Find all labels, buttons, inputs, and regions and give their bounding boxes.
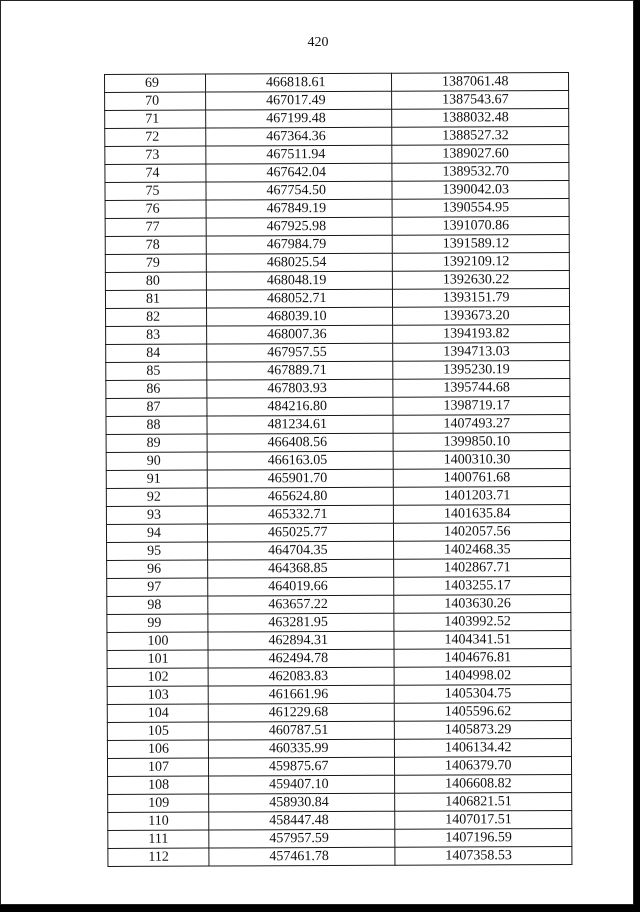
table-row	[106, 504, 570, 524]
x-coordinate-cell: 459407.10	[209, 775, 395, 794]
table-row	[107, 540, 571, 560]
x-coordinate-cell: 467984.79	[206, 235, 392, 254]
x-coordinate-cell: 457957.59	[209, 829, 395, 848]
y-coordinate-cell: 1406134.42	[394, 738, 571, 757]
table-row	[107, 648, 571, 668]
x-coordinate-cell: 466163.05	[207, 451, 393, 470]
table-row	[106, 324, 570, 344]
x-coordinate-cell: 462894.31	[208, 631, 394, 650]
table-row	[106, 378, 570, 398]
point-number-cell: 77	[105, 218, 206, 236]
x-coordinate-cell: 467957.55	[207, 343, 393, 362]
point-number-cell: 112	[108, 848, 209, 866]
y-coordinate-cell: 1406608.82	[395, 774, 572, 793]
table-row	[107, 702, 571, 722]
table-row	[105, 90, 569, 110]
point-number-cell: 101	[107, 650, 208, 668]
x-coordinate-cell: 458930.84	[209, 793, 395, 812]
point-number-cell: 96	[107, 560, 208, 578]
y-coordinate-cell: 1393151.79	[392, 288, 569, 307]
point-number-cell: 74	[105, 164, 206, 182]
table-row	[105, 180, 569, 200]
table-row	[106, 468, 570, 488]
point-number-cell: 80	[105, 272, 206, 290]
point-number-cell: 102	[107, 668, 208, 686]
y-coordinate-cell: 1404676.81	[394, 648, 571, 667]
point-number-cell: 100	[107, 632, 208, 650]
table-row	[105, 198, 569, 218]
point-number-cell: 73	[105, 146, 206, 164]
x-coordinate-cell: 464368.85	[208, 559, 394, 578]
y-coordinate-cell: 1394193.82	[393, 324, 570, 343]
coordinate-table-body	[105, 72, 572, 866]
table-row	[105, 126, 569, 146]
y-coordinate-cell: 1390554.95	[392, 198, 569, 217]
point-number-cell: 111	[108, 830, 209, 848]
y-coordinate-cell: 1392109.12	[392, 252, 569, 271]
x-coordinate-cell: 465624.80	[207, 487, 393, 506]
table-row	[107, 576, 571, 596]
table-row	[107, 684, 571, 704]
x-coordinate-cell: 460335.99	[208, 739, 394, 758]
table-row	[108, 846, 572, 866]
y-coordinate-cell: 1407358.53	[395, 846, 572, 865]
table-row	[105, 270, 569, 290]
y-coordinate-cell: 1394713.03	[393, 342, 570, 361]
y-coordinate-cell: 1407017.51	[395, 810, 572, 829]
x-coordinate-cell: 467017.49	[206, 91, 392, 110]
x-coordinate-cell: 458447.48	[209, 811, 395, 830]
y-coordinate-cell: 1402867.71	[394, 558, 571, 577]
table-row	[105, 72, 569, 92]
point-number-cell: 89	[106, 434, 207, 452]
point-number-cell: 99	[107, 614, 208, 632]
x-coordinate-cell: 461229.68	[208, 703, 394, 722]
table-row	[107, 738, 571, 758]
table-row	[105, 216, 569, 236]
point-number-cell: 81	[105, 290, 206, 308]
x-coordinate-cell: 484216.80	[207, 397, 393, 416]
y-coordinate-cell: 1399850.10	[393, 432, 570, 451]
point-number-cell: 105	[107, 722, 208, 740]
y-coordinate-cell: 1389027.60	[392, 144, 569, 163]
point-number-cell: 86	[106, 380, 207, 398]
y-coordinate-cell: 1401635.84	[393, 504, 570, 523]
y-coordinate-cell: 1391589.12	[392, 234, 569, 253]
y-coordinate-cell: 1406821.51	[395, 792, 572, 811]
table-row	[106, 306, 570, 326]
x-coordinate-cell: 467889.71	[207, 361, 393, 380]
table-row	[105, 234, 569, 254]
point-number-cell: 108	[108, 776, 209, 794]
table-row	[106, 522, 570, 542]
page-number: 420	[307, 35, 329, 50]
y-coordinate-cell: 1402057.56	[393, 522, 570, 541]
table-row	[106, 450, 570, 470]
table-row	[105, 108, 569, 128]
point-number-cell: 92	[106, 488, 207, 506]
point-number-cell: 93	[106, 506, 207, 524]
table-row	[106, 414, 570, 434]
y-coordinate-cell: 1398719.17	[393, 396, 570, 415]
table-row	[107, 612, 571, 632]
y-coordinate-cell: 1403255.17	[394, 576, 571, 595]
point-number-cell: 110	[108, 812, 209, 830]
x-coordinate-cell: 467199.48	[206, 109, 392, 128]
table-row	[105, 288, 569, 308]
x-coordinate-cell: 468039.10	[207, 307, 393, 326]
table-row	[106, 342, 570, 362]
table-row	[108, 828, 572, 848]
y-coordinate-cell: 1404998.02	[394, 666, 571, 685]
y-coordinate-cell: 1403992.52	[394, 612, 571, 631]
x-coordinate-cell: 468025.54	[206, 253, 392, 272]
x-coordinate-cell: 465025.77	[207, 523, 393, 542]
y-coordinate-cell: 1402468.35	[394, 540, 571, 559]
point-number-cell: 75	[105, 182, 206, 200]
point-number-cell: 87	[106, 398, 207, 416]
point-number-cell: 107	[107, 758, 208, 776]
x-coordinate-cell: 467364.36	[206, 127, 392, 146]
point-number-cell: 71	[105, 110, 206, 128]
table-row	[106, 360, 570, 380]
y-coordinate-cell: 1407196.59	[395, 828, 572, 847]
y-coordinate-cell: 1392630.22	[392, 270, 569, 289]
point-number-cell: 72	[105, 128, 206, 146]
point-number-cell: 82	[106, 308, 207, 326]
y-coordinate-cell: 1403630.26	[394, 594, 571, 613]
y-coordinate-cell: 1407493.27	[393, 414, 570, 433]
point-number-cell: 109	[108, 794, 209, 812]
y-coordinate-cell: 1401203.71	[393, 486, 570, 505]
x-coordinate-cell: 468052.71	[206, 289, 392, 308]
point-number-cell: 95	[107, 542, 208, 560]
x-coordinate-cell: 467803.93	[207, 379, 393, 398]
y-coordinate-cell: 1387061.48	[391, 72, 568, 91]
table-row	[106, 432, 570, 452]
x-coordinate-cell: 467754.50	[206, 181, 392, 200]
x-coordinate-cell: 466818.61	[206, 73, 392, 92]
table-row	[107, 558, 571, 578]
table-row	[108, 792, 572, 812]
y-coordinate-cell: 1405304.75	[394, 684, 571, 703]
x-coordinate-cell: 464704.35	[208, 541, 394, 560]
point-number-cell: 78	[105, 236, 206, 254]
point-number-cell: 91	[106, 470, 207, 488]
y-coordinate-cell: 1388527.32	[392, 126, 569, 145]
y-coordinate-cell: 1393673.20	[393, 306, 570, 325]
x-coordinate-cell: 462083.83	[208, 667, 394, 686]
x-coordinate-cell: 467849.19	[206, 199, 392, 218]
table-row	[105, 252, 569, 272]
y-coordinate-cell: 1395744.68	[393, 378, 570, 397]
point-number-cell: 83	[106, 326, 207, 344]
x-coordinate-cell: 465901.70	[207, 469, 393, 488]
point-number-cell: 103	[107, 686, 208, 704]
table-row	[105, 162, 569, 182]
x-coordinate-cell: 467642.04	[206, 163, 392, 182]
x-coordinate-cell: 460787.51	[208, 721, 394, 740]
table-row	[105, 144, 569, 164]
x-coordinate-cell: 467511.94	[206, 145, 392, 164]
point-number-cell: 76	[105, 200, 206, 218]
point-number-cell: 84	[106, 344, 207, 362]
point-number-cell: 90	[106, 452, 207, 470]
point-number-cell: 69	[105, 74, 206, 92]
y-coordinate-cell: 1395230.19	[393, 360, 570, 379]
x-coordinate-cell: 457461.78	[209, 847, 395, 866]
x-coordinate-cell: 459875.67	[208, 757, 394, 776]
table-row	[106, 396, 570, 416]
table-row	[108, 774, 572, 794]
y-coordinate-cell: 1400761.68	[393, 468, 570, 487]
y-coordinate-cell: 1391070.86	[392, 216, 569, 235]
table-row	[106, 486, 570, 506]
x-coordinate-cell: 462494.78	[208, 649, 394, 668]
point-number-cell: 79	[105, 254, 206, 272]
x-coordinate-cell: 468007.36	[207, 325, 393, 344]
x-coordinate-cell: 461661.96	[208, 685, 394, 704]
y-coordinate-cell: 1404341.51	[394, 630, 571, 649]
table-row	[107, 630, 571, 650]
y-coordinate-cell: 1405596.62	[394, 702, 571, 721]
table-row	[107, 594, 571, 614]
y-coordinate-cell: 1390042.03	[392, 180, 569, 199]
x-coordinate-cell: 468048.19	[206, 271, 392, 290]
point-number-cell: 97	[107, 578, 208, 596]
x-coordinate-cell: 464019.66	[208, 577, 394, 596]
point-number-cell: 88	[106, 416, 207, 434]
x-coordinate-cell: 467925.98	[206, 217, 392, 236]
x-coordinate-cell: 465332.71	[207, 505, 393, 524]
x-coordinate-cell: 463281.95	[208, 613, 394, 632]
y-coordinate-cell: 1405873.29	[394, 720, 571, 739]
y-coordinate-cell: 1400310.30	[393, 450, 570, 469]
table-row	[107, 666, 571, 686]
x-coordinate-cell: 466408.56	[207, 433, 393, 452]
point-number-cell: 70	[105, 92, 206, 110]
point-number-cell: 98	[107, 596, 208, 614]
table-row	[108, 810, 572, 830]
table-row	[107, 756, 571, 776]
y-coordinate-cell: 1388032.48	[392, 108, 569, 127]
point-number-cell: 94	[106, 524, 207, 542]
y-coordinate-cell: 1387543.67	[392, 90, 569, 109]
table-row	[107, 720, 571, 740]
point-number-cell: 106	[107, 740, 208, 758]
point-number-cell: 104	[107, 704, 208, 722]
x-coordinate-cell: 481234.61	[207, 415, 393, 434]
point-number-cell: 85	[106, 362, 207, 380]
y-coordinate-cell: 1389532.70	[392, 162, 569, 181]
x-coordinate-cell: 463657.22	[208, 595, 394, 614]
y-coordinate-cell: 1406379.70	[394, 756, 571, 775]
coordinate-table	[104, 72, 572, 867]
